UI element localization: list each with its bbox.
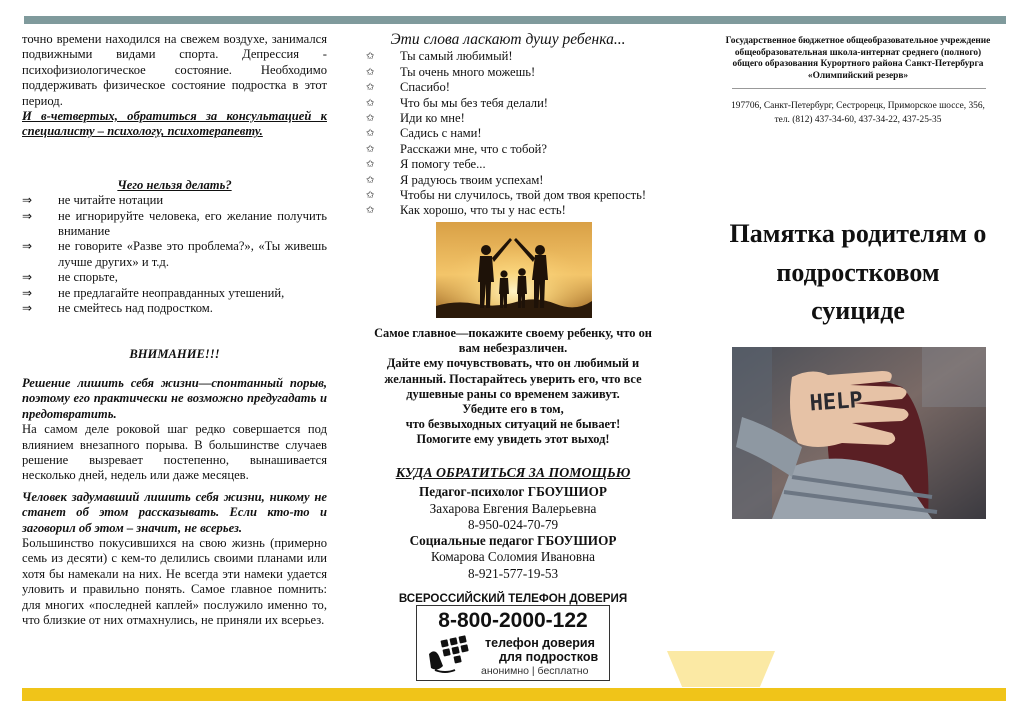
- brochure-title: Памятка родителям о подростковом суициде: [729, 219, 987, 325]
- organization-header: Государственное бюджетное общеобразовательное учреждение общеобразовательная школа-интернат среднего (полного) общего образования Курортного района Санкт-Петербурга «Олимпийский резерв»: [725, 36, 991, 81]
- kind-words-list: [362, 49, 664, 218]
- organization-address: 197706, Санкт-Петербург, Сестрорецк, Приморское шоссе, 356, тел. (812) 437-34-60, 437-34-22, 437-25-35: [731, 101, 985, 125]
- list-item: ✩ Ты самый любимый!: [366, 49, 513, 64]
- family-silhouette-image: [436, 222, 592, 318]
- myth2-bold: Человек задумавший лишить себя жизни, никому не станет об этом рассказывать. Если кто-то и заговорил об этом – значит, не всерьез.: [22, 489, 327, 535]
- psychologist-phone: 8-950-024-70-79: [467, 516, 559, 532]
- star-icon: ✩: [366, 128, 375, 140]
- kind-words-title: Эти слова ласкают душу ребенка...: [390, 31, 626, 48]
- psychologist-title: Педагог-психолог ГБОУШИОР: [419, 484, 607, 500]
- attention-heading: ВНИМАНИЕ!!!: [129, 346, 220, 361]
- star-icon: ✩: [366, 143, 375, 155]
- phone-keypad-icon: [425, 634, 477, 674]
- hotline-number: 8-800-2000-122: [438, 609, 588, 632]
- list-item: ✩ Спасибо!: [366, 80, 450, 95]
- where-to-go-section: [362, 465, 664, 582]
- fourth-advice: И в-четвертых, обратиться за консультацией к специалисту – психологу, психотерапевту.: [22, 109, 327, 139]
- list-item: ✩ Чтобы ни случилось, твой дом твоя крепость!: [366, 187, 647, 202]
- social-teacher-title: Социальные педагог ГБОУШИОР: [409, 533, 617, 549]
- hotline-subtitle-2: для подростков: [499, 650, 599, 664]
- list-item: ✩ Ты очень много можешь!: [366, 64, 536, 79]
- list-item: ✩ Расскажи мне, что с тобой?: [366, 141, 547, 156]
- list-item: ⇒ не спорьте,: [22, 270, 118, 285]
- star-icon: ✩: [366, 189, 375, 201]
- hotline-note: анонимно | бесплатно: [481, 665, 589, 677]
- myth1-bold: Решение лишить себя жизни—спонтанный порыв, поэтому его практически не возможно предугадать и предотвратить.: [22, 375, 327, 421]
- bottom-decor-bar: [22, 688, 1006, 701]
- arrow-icon: ⇒: [22, 239, 33, 254]
- star-icon: ✩: [366, 66, 375, 78]
- list-item: ⇒ не предлагайте неоправданных утешений,: [22, 285, 285, 300]
- star-icon: ✩: [366, 97, 375, 109]
- star-icon: ✩: [366, 159, 375, 171]
- myth1-text: На самом деле роковой шаг редко совершается под влиянием внезапного порыва. В большинстве случаев решение вызревает постепенно, вынашивается несколько дней, недель или даже месяцев.: [22, 422, 327, 483]
- arrow-icon: ⇒: [22, 285, 33, 300]
- social-teacher-name: Комарова Соломия Ивановна: [430, 549, 596, 565]
- arrow-icon: ⇒: [22, 193, 33, 208]
- dont-list: [22, 193, 327, 316]
- star-icon: ✩: [366, 51, 375, 63]
- list-item: ⇒ не читайте нотации: [22, 193, 164, 208]
- list-item: ⇒ не игнорируйте человека, его желание получить внимание: [22, 208, 327, 239]
- hotline-subtitle: телефон доверия: [485, 636, 595, 650]
- decorative-bowl: [667, 651, 775, 687]
- help-word: HELP: [808, 387, 864, 417]
- list-item: ✩ Я радуюсь твоим успехам!: [366, 172, 544, 187]
- star-icon: ✩: [366, 174, 375, 186]
- where-title: КУДА ОБРАТИТЬСЯ ЗА ПОМОЩЬЮ: [395, 465, 631, 480]
- list-item: ⇒ не говорите «Разве это проблема?», «Ты живешь лучше других» и т.д.: [22, 239, 327, 269]
- list-item: ⇒ не смейтесь над подростком.: [22, 301, 213, 316]
- social-teacher-phone: 8-921-577-19-53: [467, 565, 559, 581]
- psychologist-name: Захарова Евгения Валерьевна: [429, 500, 597, 516]
- list-item: ✩ Как хорошо, что ты у нас есть!: [366, 203, 566, 218]
- arrow-icon: ⇒: [22, 208, 33, 223]
- help-hand-photo: [732, 347, 986, 519]
- arrow-icon: ⇒: [22, 270, 33, 285]
- list-item: ✩ Я помогу тебе...: [366, 157, 486, 172]
- list-item: ✩ Что бы мы без тебя делали!: [366, 95, 549, 110]
- left-column: [22, 32, 327, 628]
- star-icon: ✩: [366, 82, 375, 94]
- dont-title: Чего нельзя делать?: [117, 177, 232, 192]
- myth2-text: Большинство покусившихся на свою жизнь (примерно семь из десяти) с кем-то делились своими планами или хотя бы намекали на них. Не всегда эти намеки удается уловить и правильно понять. Самое главное помнить: для многих «последней каплей» послужило именно то, что близкие от них отмахнулись, не приняли их всерьез.: [22, 535, 327, 627]
- intro-paragraph: точно времени находился на свежем воздухе, занимался подвижными видами спорта. Депрессия - психофизиологическое состояние. Необходимо поддерживать физическое состояние подростка в этот период.: [22, 32, 327, 108]
- arrow-icon: ⇒: [22, 301, 33, 316]
- list-item: ✩ Иди ко мне!: [366, 110, 465, 125]
- middle-column: [362, 32, 664, 219]
- top-decor-bar: [24, 16, 1006, 24]
- list-item: ✩ Садись с нами!: [366, 126, 482, 141]
- divider: [732, 88, 986, 89]
- star-icon: ✩: [366, 112, 375, 124]
- hotline-title: ВСЕРОССИЙСКИЙ ТЕЛЕФОН ДОВЕРИЯ: [398, 592, 628, 605]
- main-advice: Самое главное—покажите своему ребенку, что он вам небезразличен. Дайте ему почувствовать, что он любимый и желанный. Постарайтесь уверить его, что все душевные раны со временем заживут. Убедите его в том, что безвыходных ситуаций не бывает! Помогите ему увидеть этот выход!: [374, 326, 652, 447]
- hotline-banner: [416, 605, 610, 681]
- star-icon: ✩: [366, 205, 375, 217]
